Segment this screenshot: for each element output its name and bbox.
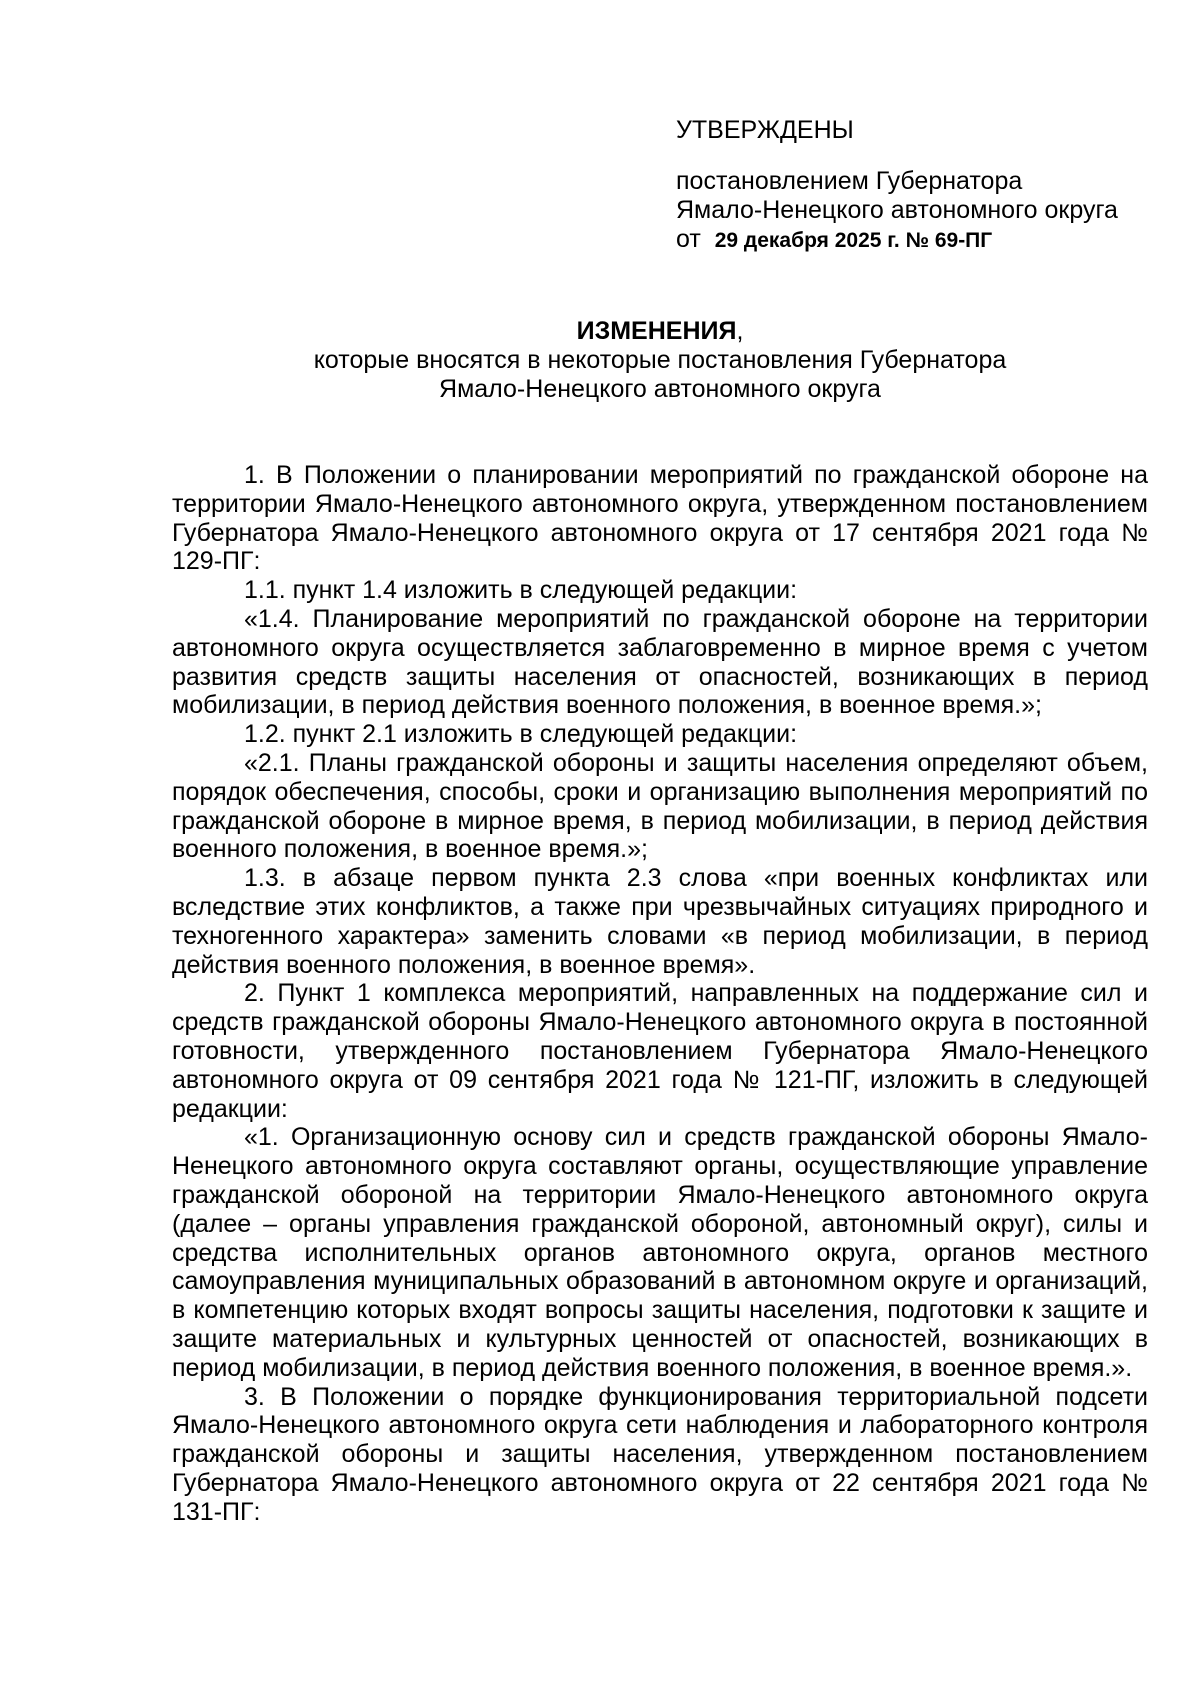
approval-line-decree: постановлением Губернатора [676,167,1023,195]
paragraph-1: 1. В Положении о планировании мероприятий по гражданской обороне на территории Ямало-Ненецкого автономного округа, утвержденном постановлением Губернатора Ямало-Ненецкого автономного округа от 17 сентября 2021 года № 129-ПГ: [172,461,1148,576]
paragraph-1-4-text: «1.4. Планирование мероприятий по гражданской обороне на территории автономного округа осуществляется заблаговременно в мирное время с учетом развития средств защиты населения от опасностей, возникающих в период мобилизации, в период действия военного положения, в военное время.»; [172,604,1148,720]
paragraph-2-1-text: «2.1. Планы гражданской обороны и защиты населения определяют объем, порядок обеспечения, способы, сроки и организацию выполнения мероприятий по гражданской обороне в мирное время, в период мобилизации, в период действия военного положения, в военное время.»; [172,748,1148,864]
approval-date-number: 29 декабря 2025 г. № 69-ПГ [714,229,993,252]
paragraph-1-2: 1.2. пункт 2.1 изложить в следующей редакции: [244,720,798,749]
heading-title-suffix: , [736,317,744,345]
heading-title: ИЗМЕНЕНИЯ [576,317,737,345]
heading-subtitle-line-2: Ямало-Ненецкого автономного округа [439,375,881,403]
approval-title: УТВЕРЖДЕНЫ [676,116,854,144]
paragraph-1-3: 1.3. в абзаце первом пункта 2.3 слова «при военных конфликтах или вследствие этих конфликтов, а также при чрезвычайных ситуациях природного и техногенного характера» заменить словами «в период мобилизации, в период действия военного положения, в военное время». [172,864,1148,979]
approval-line-region: Ямало-Ненецкого автономного округа [676,196,1118,224]
approval-stamp [676,116,1156,255]
paragraph-2: 2. Пункт 1 комплекса мероприятий, направленных на поддержание сил и средств гражданской обороны Ямало-Ненецкого автономного округа в постоянной готовности, утвержденного постановлением Губернатора Ямало-Ненецкого автономного округа от 09 сентября 2021 года № 121-ПГ, изложить в следующей редакции: [172,979,1148,1123]
paragraph-1-1: 1.1. пункт 1.4 изложить в следующей редакции: [244,576,798,605]
paragraph-3: 3. В Положении о порядке функционирования территориальной подсети Ямало-Ненецкого автономного округа сети наблюдения и лабораторного контроля гражданской обороны и защиты населения, утвержденном постановлением Губернатора Ямало-Ненецкого автономного округа от 22 сентября 2021 года № 131-ПГ: [172,1382,1148,1526]
approval-date-prefix: от [676,225,701,253]
approval-date-line [676,225,1156,255]
paragraph-2-item-1-text: «1. Организационную основу сил и средств гражданской обороны Ямало-Ненецкого автономного округа составляют органы, осуществляющие управление гражданской обороной на территории Ямало-Ненецкого автономного округа (далее – органы управления гражданской обороной, автономный округ), силы и средства исполнительных органов автономного округа, органов местного самоуправления муниципальных образований в автономном округе и организаций, в компетенцию которых входят вопросы защиты населения, подготовки к защите и защите материальных и культурных ценностей от опасностей, возникающих в период мобилизации, в период действия военного положения, в военное время.». [172,1123,1148,1382]
heading-subtitle-line-1: которые вносятся в некоторые постановления Губернатора [313,346,1007,374]
heading-title-line [172,317,1148,346]
document-heading [172,317,1148,404]
document-body [172,461,1148,1526]
